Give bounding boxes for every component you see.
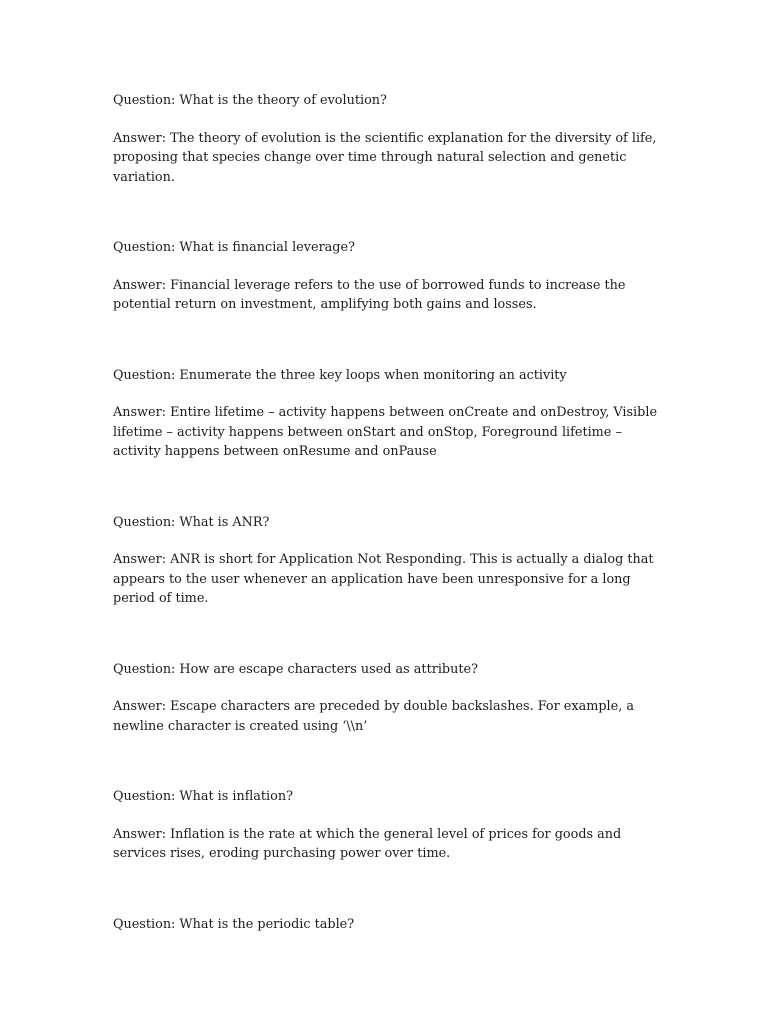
qa-item [113, 366, 668, 462]
qa-item [113, 513, 668, 609]
question-text: Question: How are escape characters used as attribute? [113, 661, 478, 677]
question-text: Question: Enumerate the three key loops when monitoring an activity [113, 367, 567, 383]
answer-text: Answer: Financial leverage refers to the use of borrowed funds to increase the potential return on investment, amplifying both gains and losses. [113, 277, 626, 312]
qa-item [113, 91, 668, 187]
answer-text: Answer: The theory of evolution is the scientific explanation for the diversity of life, proposing that species change over time through natural selection and genetic variation. [113, 130, 657, 185]
qa-item [113, 915, 668, 935]
qa-item [113, 660, 668, 737]
answer-text: Answer: Entire lifetime – activity happens between onCreate and onDestroy, Visible lifetime – activity happens between onStart and onStop, Foreground lifetime – activity happens between onResume and onPause [113, 405, 658, 459]
question-text: Question: What is the theory of evolution? [113, 93, 387, 108]
answer-text: Answer: ANR is short for Application Not Responding. This is actually a dialog that appears to the user whenever an application have been unresponsive for a long period of time. [113, 552, 654, 606]
answer-text: Answer: Inflation is the rate at which the general level of prices for goods and services rises, eroding purchasing power over time. [113, 826, 622, 861]
answer-text: Answer: Escape characters are preceded by double backslashes. For example, a newline character is created using ‘\\n’ [113, 699, 634, 734]
qa-item [113, 238, 668, 315]
question-text: Question: What is inflation? [113, 789, 293, 804]
question-text: Question: What is financial leverage? [113, 240, 355, 255]
qa-item [113, 787, 668, 864]
question-text: Question: What is the periodic table? [113, 916, 355, 932]
question-text: Question: What is ANR? [113, 514, 270, 530]
qa-list [113, 91, 668, 934]
